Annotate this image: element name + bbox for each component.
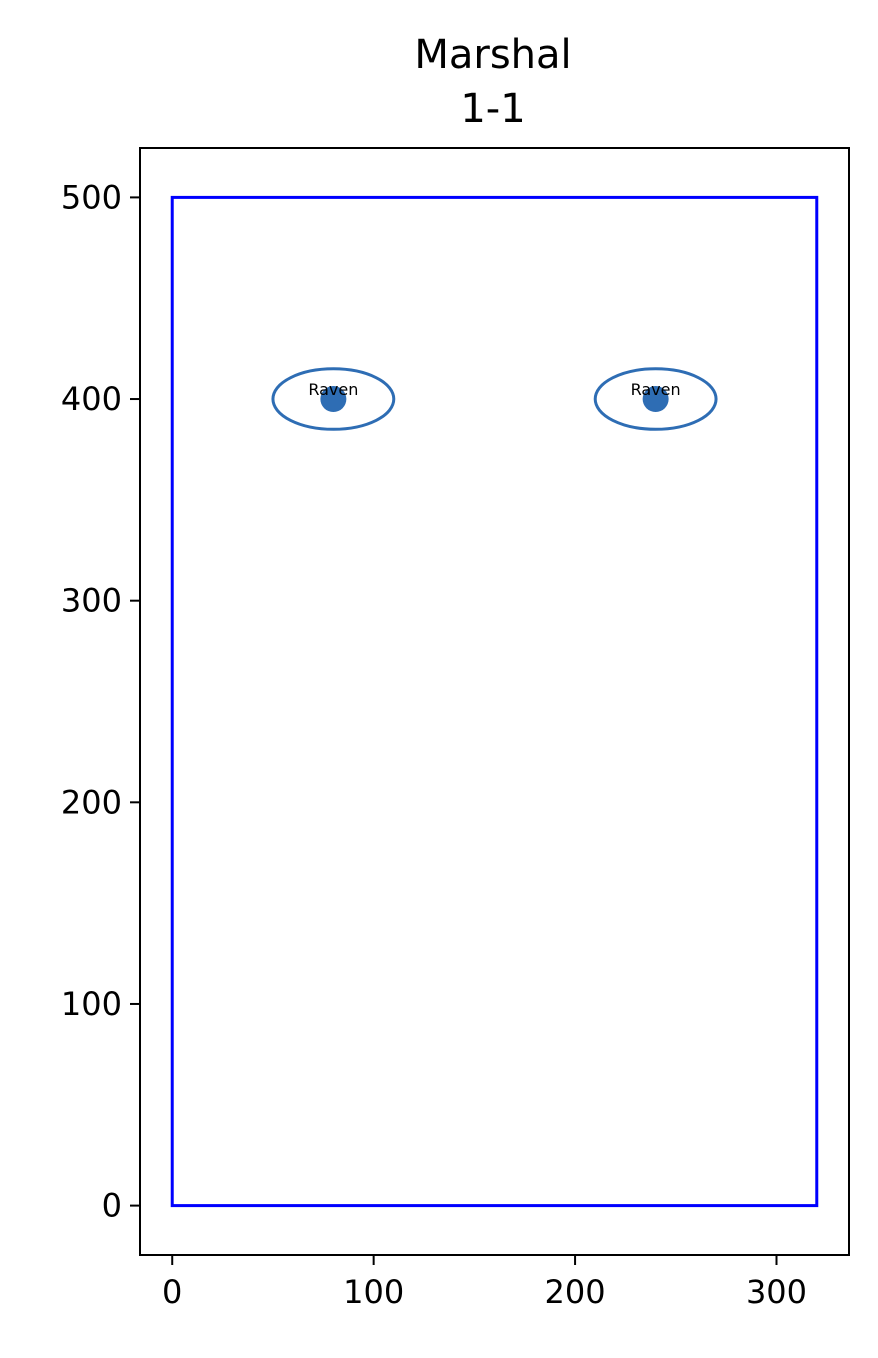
y-tick-label: 100 (60, 984, 122, 1023)
x-axis (162, 1255, 807, 1311)
chart-title (414, 32, 571, 132)
chart-title-line-2: 1-1 (460, 86, 526, 132)
plot-marks (172, 197, 817, 1205)
y-tick-label: 500 (60, 178, 122, 217)
data-point-label: Raven (308, 380, 359, 400)
y-tick-label: 400 (60, 380, 122, 419)
y-tick-label: 300 (60, 581, 122, 620)
chart-title-line-1: Marshal (414, 32, 572, 78)
data-point-label: Raven (630, 380, 681, 400)
boundary-rectangle (172, 197, 817, 1205)
x-tick-label: 0 (162, 1273, 183, 1311)
y-axis (61, 178, 140, 1224)
plot-area-frame (140, 148, 849, 1255)
y-tick-label: 0 (101, 1186, 122, 1225)
x-tick-label: 300 (745, 1273, 808, 1311)
x-tick-label: 100 (343, 1273, 405, 1311)
x-tick-label: 200 (544, 1273, 606, 1311)
y-tick-label: 200 (60, 783, 122, 822)
